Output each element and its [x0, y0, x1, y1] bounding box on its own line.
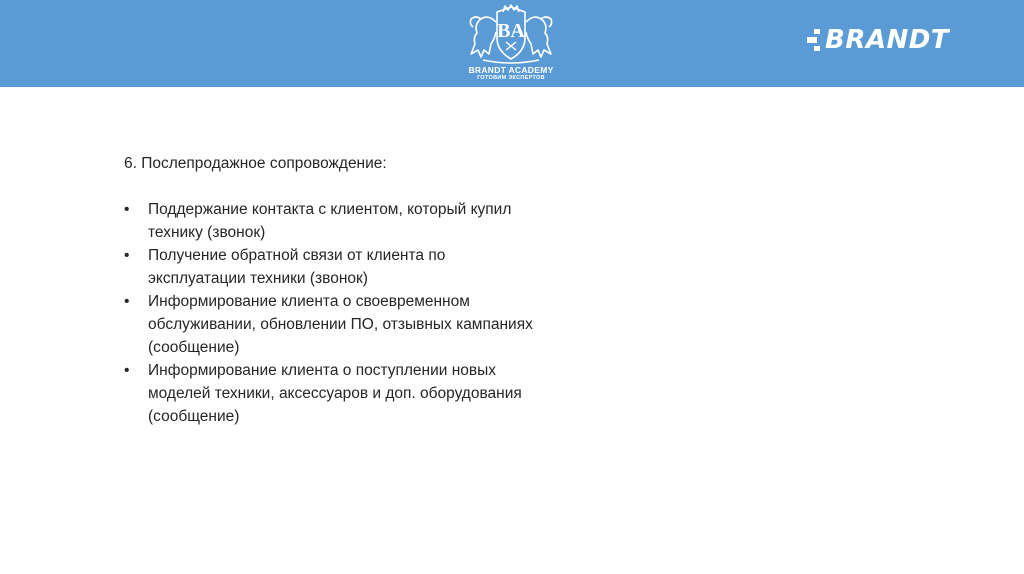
academy-name: BRANDT ACADEMY [468, 65, 554, 75]
section-heading: 6. Послепродажное сопровождение: [124, 155, 387, 172]
list-item-text: Получение обратной связи от клиента по эксплуатации техники (звонок) [148, 247, 446, 287]
list-item-text: Поддержание контакта с клиентом, который купил технику (звонок) [148, 201, 512, 241]
bullet-list [124, 198, 544, 428]
list-item [124, 198, 544, 244]
bullet-marker: • [124, 247, 130, 264]
bullet-marker: • [124, 293, 130, 310]
list-item [124, 290, 544, 359]
list-item [124, 244, 544, 290]
list-item-text: Информирование клиента о поступлении новых моделей техники, аксессуаров и доп. оборудования (сообщение) [148, 362, 522, 425]
header-bar [0, 0, 1024, 87]
academy-logo [455, 4, 567, 86]
brandt-logo [806, 26, 949, 54]
academy-tagline: ГОТОВИМ ЭКСПЕРТОВ [477, 75, 545, 81]
brandt-wordmark: BRANDT [825, 25, 950, 55]
list-item [124, 359, 544, 428]
svg-text:BA: BA [497, 20, 525, 42]
brandt-mark-icon [806, 28, 822, 52]
lion-crest-icon [461, 4, 561, 66]
list-item-text: Информирование клиента о своевременном обслуживании, обновлении ПО, отзывных кампаниях (сообщение) [148, 293, 533, 356]
bullet-marker: • [124, 201, 130, 218]
slide-content [124, 152, 544, 428]
bullet-marker: • [124, 362, 130, 379]
